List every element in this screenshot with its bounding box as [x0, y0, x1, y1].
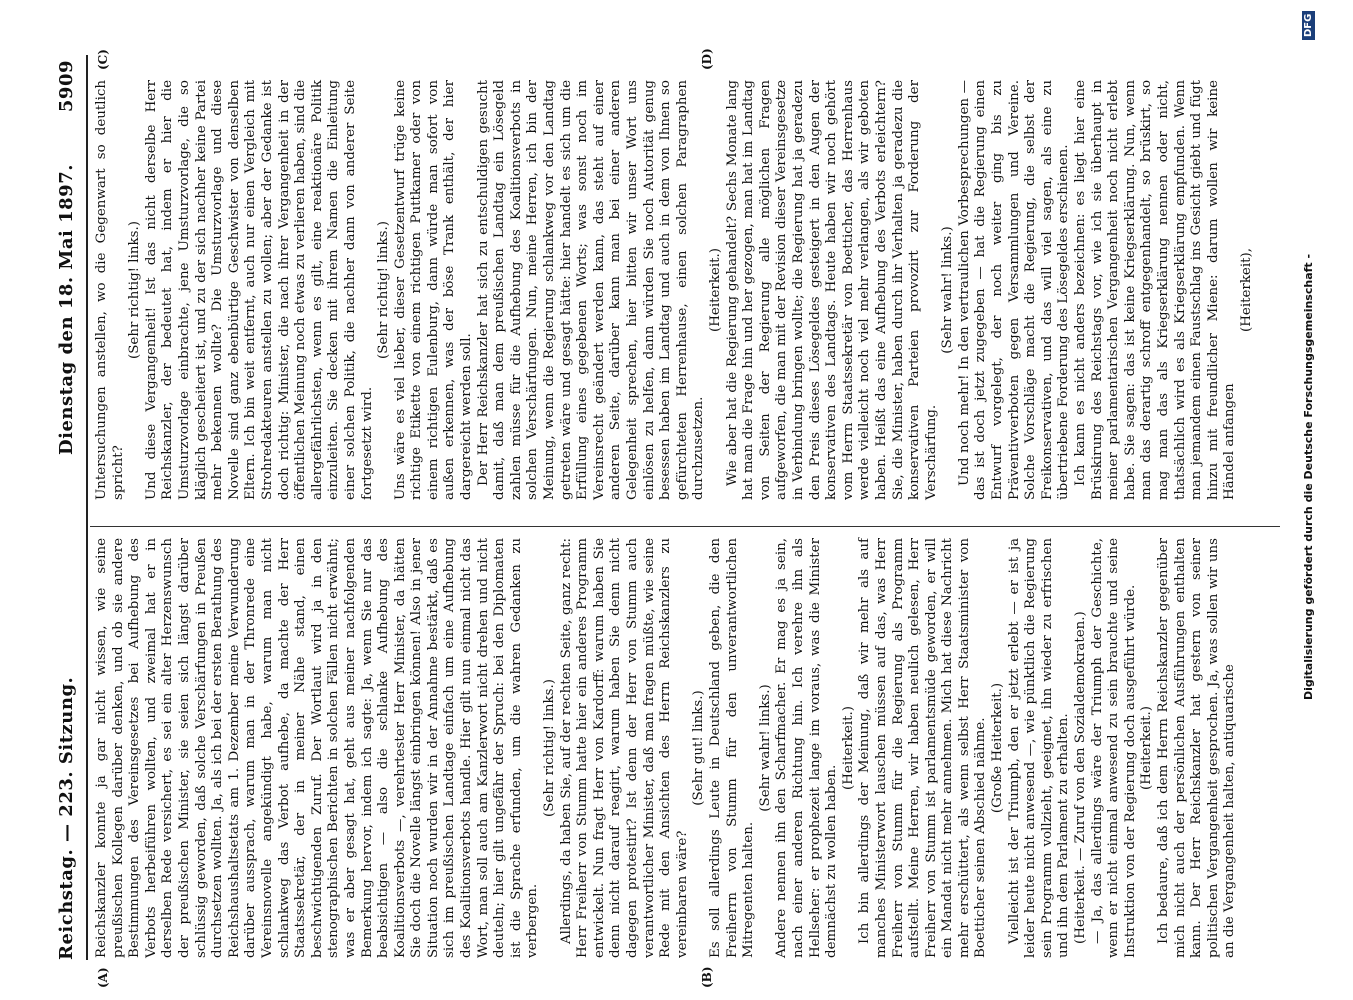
- paragraph: Und noch mehr! In den vertraulichen Vorbesprechungen — das ist doch jetzt zugegeben — hat die Regierung einen Entwurf vorgelegt, der noch weiter ging bis zu Präventivverboten gegen Versammlungen und Vereine. Solche Vorschläge macht die Regierung, die selbst der Freikonservativen, und das will viel sagen, als eine zu übertriebene Forderung des Lösegeldes erschienen.: [956, 80, 1072, 500]
- paragraph: Es soll allerdings Leute in Deutschland geben, die den Freiherrn von Stumm für den unverantwortlichen Mitregenten halten.: [707, 538, 757, 958]
- paragraph: Allerdings, da haben Sie, auf der rechten Seite, ganz recht: Herr Freiherr von Stumm hatte hier ein anderes Programm entwickelt. Nun fragt Herr von Kardorff: warum haben Sie denn nicht darauf reagirt, warum haben Sie denn nicht dagegen protestirt? Ist denn der Herr von Stumm auch verantwortlicher Minister, daß man fragen müßte, wie seine Rede mit den Ansichten des Herrn Reichskanzlers zu vereinbaren wäre?: [558, 538, 690, 958]
- interjection: (Heiterkeit.): [840, 706, 856, 790]
- interjection: (Heiterkeit),: [1238, 248, 1254, 332]
- margin-mark-d: (D): [700, 48, 714, 70]
- paragraph: Ich bedaure, daß ich dem Herrn Reichskanzler gegenüber mich nicht auch der persönlichen Ausführungen enthalten kann. Der Herr Reichskanzler hat gestern von seiner politischen Vergangenheit gesprochen. Ja, was sollen wir uns an die Vergangenheit halten, antiquarische: [1156, 538, 1238, 958]
- interjection: (Sehr richtig! links.): [542, 679, 558, 817]
- header-rule: [86, 55, 88, 960]
- interjection: (Große Heiterkeit.): [990, 682, 1006, 814]
- paragraph: Uns wäre es viel lieber, dieser Gesetzentwurf trüge keine richtige Etikette von einem richtigen Puttkamer oder von einem richtigen Eulenburg, dann würde man sofort von außen erkennen, was der böse Trank enthält, der hier dargereicht werden soll.: [392, 80, 475, 500]
- paragraph: Vielleicht ist der Triumph, den er jetzt erlebt — er ist ja leider heute nicht anwesend —, wie pünktlich die Regierung sein Programm vollzieht, geeignet, ihn wieder zu erfrischen und ihn dem Parlament zu erhalten.: [1006, 538, 1072, 958]
- left-column: [94, 538, 1274, 958]
- interjection: (Sehr richtig! links.): [127, 221, 143, 359]
- interjection: (Heiterkeit.): [1139, 706, 1155, 790]
- paragraph: Der Herr Reichskanzler hat sich zu entschuldigen gesucht damit, daß man dem preußischen Landtag ein Lösegeld zahlen müsse für die Aufhebung des Koalitionsverbots in solchen Verschärfungen. Nun, meine Herren, ich bin der Meinung, wenn die Regierung schlankweg vor den Landtag getreten wäre und gesagt hätte: hier handelt es sich um die Erfüllung eines gegebenen Worts; was sonst noch im Vereinsrecht geändert werden kann, das steht auf einer anderen Seite, darüber kann man bei einer anderen Gelegenheit sprechen, hier bitten wir unser Wort uns einlösen zu helfen, dann würden Sie noch Autorität genug besessen haben im Landtag und auch in dem von Ihnen so gefürchteten Herrenhause, einen solchen Paragraphen durchzusetzen.: [475, 80, 707, 500]
- paragraph: Und diese Vergangenheit! Ist das nicht derselbe Herr Reichskanzler, der bedeutet hat, indem er hier die Umsturzvorlage einbrachte, jene Umsturzvorlage, die so kläglich gescheitert ist, und zu der sich nachher keine Partei mehr bekennen wollte? Die Umsturzvorlage und diese Novelle sind ganz ebenbürtige Geschwister von denselben Eltern. Ich bin weit entfernt, auch nur einen Vergleich mit Strohredakteuren anstellen zu wollen; aber der Gedanke ist doch richtig: Minister, die nach ihrer Vergangenheit in der öffentlichen Meinung noch etwas zu verlieren haben, sind die allergefährlichsten, wenn es gilt, eine reaktionäre Politik einzuleiten. Sie decken mit ihrem Namen die Einleitung einer solchen Politik, die nachher dann von anderer Seite fortgesetzt wird.: [143, 80, 375, 500]
- page-header: [52, 60, 82, 960]
- interjection: (Heiterkeit.): [707, 248, 723, 332]
- paragraph: Andere nennen ihn den Scharfmacher. Er mag es ja sein, nach einer anderen Richtung hin. Ich verehre ihn als Hellseher: er prophezeit lange im voraus, was die Minister demnächst zu wollen haben.: [774, 538, 840, 958]
- interjection: (Sehr richtig! links.): [376, 221, 392, 359]
- paragraph: Wie aber hat die Regierung gehandelt? Sechs Monate lang hat man die Frage hin und her gezogen, man hat im Landtag von Seiten der Regierung alle möglichen Fragen aufgeworfen, die man mit der Revision dieser Vereinsgesetze in Verbindung bringen wollte; die Regierung hat ja geradezu den Preis dieses Lösegeldes gesteigert in den Augen der konservativen des Landtags. Heute haben wir noch gehört vom Herrn Staatssekretär von Boetticher, das Herrenhaus werde vielleicht noch viel mehr verlangen, als wir geboten haben. Heißt das eine Aufhebung des Verbots erleichtern? Sie, die Minister, haben durch ihr Verhalten ja geradezu die konservativen Parteien provozirt zur Forderung der Verschärfung.: [724, 80, 939, 500]
- column-divider: [90, 526, 1280, 527]
- header-date: Dienstag den 18. Mai 1897.: [56, 164, 77, 455]
- digitization-credit: Digitalisierung gefördert durch die Deutsche Forschungsgemeinschaft -: [1302, 253, 1315, 700]
- paragraph: Untersuchungen anstellen, wo die Gegenwart so deutlich spricht?: [94, 80, 126, 500]
- header-session: Reichstag. — 223. Sitzung.: [56, 676, 77, 960]
- paragraph: (Heiterkeit. — Zuruf von den Sozialdemokraten.): [1073, 611, 1089, 944]
- paragraph: Reichskanzler konnte ja gar nicht wissen, wie seine preußischen Kollegen darüber denken, und ob sie andere Bestimmungen des Vereinsgesetzes bei Aufhebung des Verbots herbeiführen wollten, und zweimal hat er in derselben Rede versichert, es sei ein alter Herzenswunsch der preußischen Minister, sie seien sich längst darüber schlüssig geworden, daß solche Verschärfungen in Preußen durchsetzen wollten. Ja, als ich bei der ersten Berathung des Reichshaushaltsetats am 1. Dezember meine Verwunderung darüber aussprach, warum man in der Thronrede eine Vereinsnovelle angekündigt habe, warum man nicht schlankweg das Verbot aufhebe, da machte der Herr Staatssekretär, der in meiner Nähe stand, einen beschwichtigenden Zuruf. Der Wortlaut wird ja in den stenographischen Berichten in solchen Fällen nicht erwähnt; was er aber gesagt hat, geht aus meiner nachfolgenden Bemerkung hervor, indem ich sagte: Ja, wenn Sie nur das beabsichtigen — also die schlanke Aufhebung des Koalitionsverbots —, verehrtester Herr Minister, da hätten Sie doch die Novelle längst einbringen können! Also in jener Situation noch wurden wir in der Annahme bestärkt, daß es sich im preußischen Landtage einfach um eine Aufhebung des Koalitionsverbots handle. Hier gilt nun einmal nicht das Wort, man soll auch am Kanzlerwort nicht drehen und nicht deuteln; hier gilt ungefähr der Spruch: bei den Diplomaten ist die Sprache erfunden, um die wahren Gedanken zu verbergen.: [94, 538, 541, 958]
- right-column: [94, 80, 1274, 500]
- interjection: (Sehr gut! links.): [691, 690, 707, 806]
- dfg-logo: DFG: [1302, 11, 1315, 40]
- page-number: 5909: [56, 60, 77, 113]
- paragraph: Ich kann es nicht anders bezeichnen: es liegt hier eine Brüskirung des Reichstags vor, wie ich sie überhaupt in meiner parlamentarischen Vergangenheit noch nicht erlebt habe. Sie sagen: das ist keine Kriegserklärung. Nun, wenn man das derartig schroff entgegenhandelt, so brüskirt, so mag man das als Kriegserklärung nennen oder nicht, thatsächlich wird es als Kriegserklärung empfunden. Wenn man jemandem einen Faustschlag ins Gesicht giebt und fügt hinzu mit freundlicher Miene: darum wollen wir keine Händel anfangen: [1073, 80, 1238, 500]
- margin-mark-b: (B): [700, 966, 714, 988]
- paragraph: — Ja, das allerdings wäre der Triumph der Geschichte, wenn er nicht einmal anwesend zu sein brauchte und seine Instruktion von der Regierung doch ausgeführt würde.: [1089, 538, 1138, 958]
- interjection: (Sehr wahr! links.): [757, 684, 773, 812]
- paragraph: Ich bin allerdings der Meinung, daß wir mehr als auf manches Ministerwort lauschen müssen auf das, was Herr Freiherr von Stumm für die Regierung als Programm aufstellt. Meine Herren, wir haben neulich gelesen, Herr Freiherr von Stumm ist parlamentsmüde geworden, er will ein Mandat nicht mehr annehmen. Mich hat diese Nachricht mehr erschüttert, als wenn selbst Herr Staatsminister von Boetticher seinen Abschied nähme.: [857, 538, 989, 958]
- margin-mark-c: (C): [96, 49, 110, 70]
- interjection: (Sehr wahr! links.): [940, 226, 956, 354]
- margin-mark-a: (A): [96, 967, 110, 988]
